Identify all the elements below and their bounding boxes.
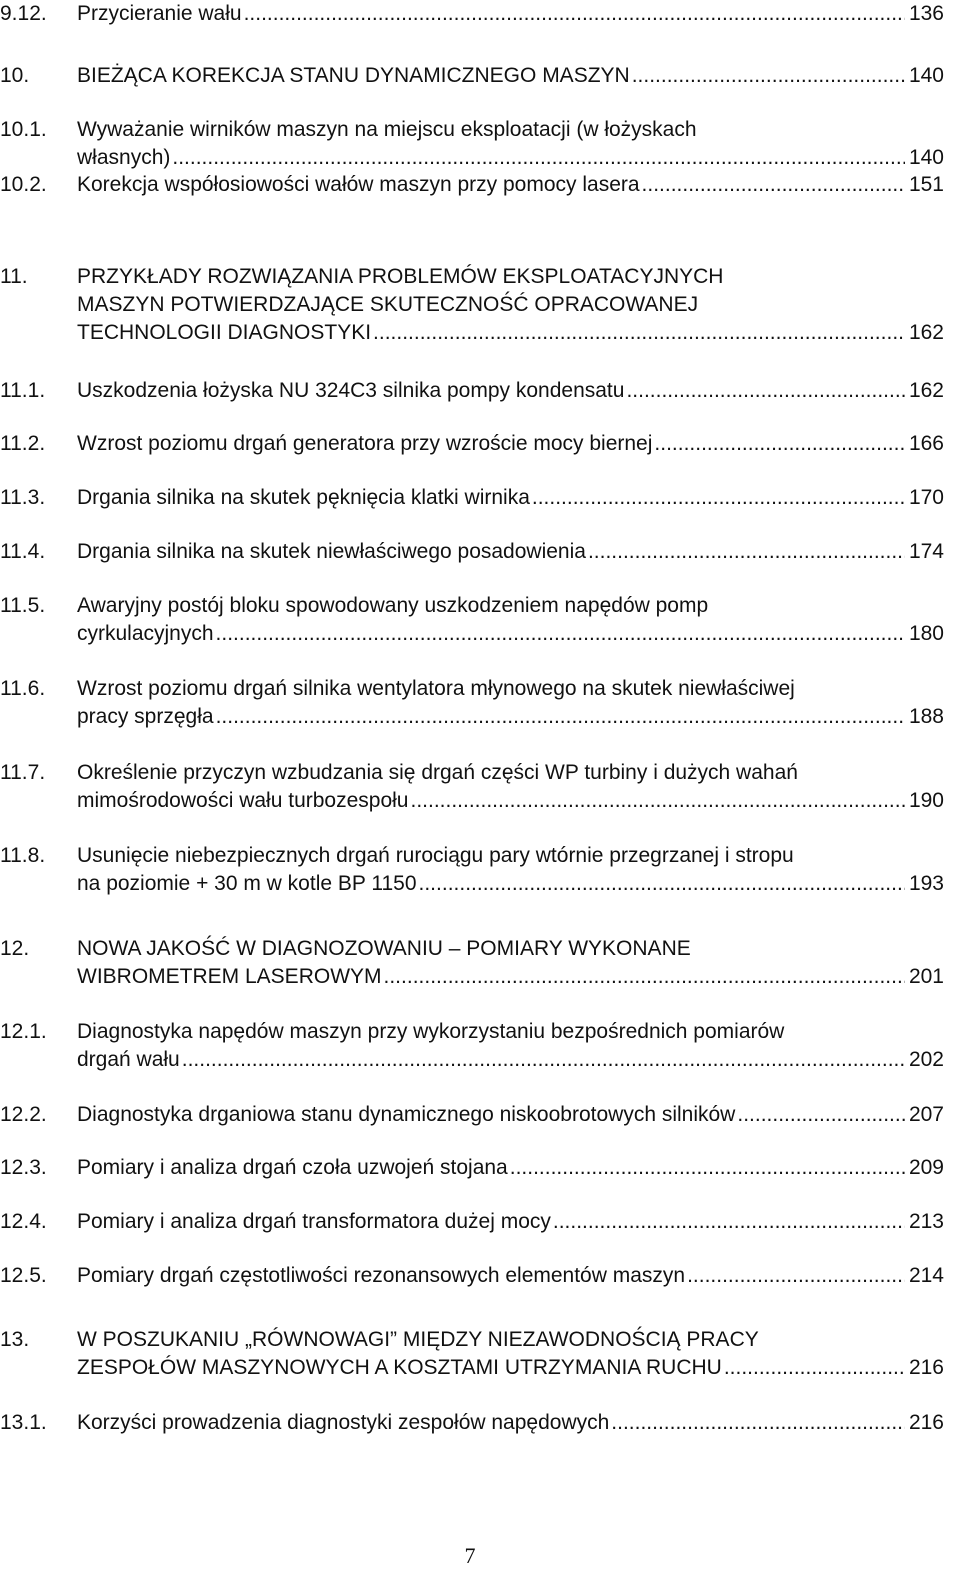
toc-page-number: 202	[908, 1048, 944, 1071]
dot-leader	[419, 870, 905, 898]
dot-leader	[588, 538, 905, 566]
toc-entry-title: Diagnostyka napędów maszyn przy wykorzystaniu bezpośrednich pomiarów	[77, 1020, 785, 1043]
toc-entry-title: Wzrost poziomu drgań generatora przy wzroście mocy biernej	[77, 432, 653, 455]
toc-page-number: 166	[908, 432, 944, 455]
toc-entry-number: 12.5.	[0, 1264, 47, 1287]
toc-page-number: 207	[908, 1103, 944, 1126]
toc-page-number: 174	[908, 540, 944, 563]
toc-page-number: 162	[908, 379, 944, 402]
toc-entry-title-continued: mimośrodowości wału turbozespołu	[77, 789, 409, 812]
toc-entry-title: Usunięcie niebezpiecznych drgań rurociągu pary wtórnie przegrzanej i stropu	[77, 844, 794, 867]
toc-entry-title: NOWA JAKOŚĆ W DIAGNOZOWANIU – POMIARY WYKONANE	[77, 937, 691, 960]
dot-leader	[654, 430, 905, 458]
dot-leader	[532, 484, 905, 512]
toc-entry-number: 9.12.	[0, 2, 47, 25]
toc-entry-title: Uszkodzenia łożyska NU 324C3 silnika pompy kondensatu	[77, 379, 625, 402]
toc-page-number: 209	[908, 1156, 944, 1179]
dot-leader	[216, 703, 905, 731]
toc-entry-number: 12.	[0, 937, 30, 960]
toc-entry-title: Awaryjny postój bloku spowodowany uszkodzeniem napędów pomp	[77, 594, 709, 617]
dot-leader	[510, 1154, 905, 1182]
dot-leader	[384, 963, 905, 991]
toc-entry-title: Przycieranie wału	[77, 2, 242, 25]
toc-entry-number: 10.2.	[0, 173, 47, 196]
toc-page-number: 190	[908, 789, 944, 812]
toc-page-number: 201	[908, 965, 944, 988]
toc-entry-title: Określenie przyczyn wzbudzania się drgań części WP turbiny i dużych wahań	[77, 761, 798, 784]
dot-leader	[724, 1354, 905, 1382]
toc-entry-title: Diagnostyka drganiowa stanu dynamicznego niskoobrotowych silników	[77, 1103, 736, 1126]
dot-leader	[687, 1262, 905, 1290]
toc-entry-title-continued: drgań wału	[77, 1048, 180, 1071]
toc-entry-number: 13.	[0, 1328, 30, 1351]
toc-entry-number: 11.7.	[0, 761, 46, 784]
toc-page-number: 140	[908, 64, 944, 87]
toc-entry-number: 13.1.	[0, 1411, 47, 1434]
dot-leader	[553, 1208, 905, 1236]
toc-entry-number: 11.6.	[0, 677, 46, 700]
toc-entry-title: Korekcja współosiowości wałów maszyn przy pomocy lasera	[77, 173, 640, 196]
toc-entry-title: Wyważanie wirników maszyn na miejscu eksploatacji (w łożyskach	[77, 118, 697, 141]
toc-page-number: 136	[908, 2, 944, 25]
toc-entry-title-continued: na poziomie + 30 m w kotle BP 1150	[77, 872, 417, 895]
toc-entry-title: Drgania silnika na skutek pęknięcia klatki wirnika	[77, 486, 530, 509]
toc-page-number: 180	[908, 622, 944, 645]
toc-entry-number: 11.8.	[0, 844, 46, 867]
toc-page-number: 188	[908, 705, 944, 728]
toc-entry-title-continued: pracy sprzęgła	[77, 705, 214, 728]
toc-entry-number: 11.5.	[0, 594, 46, 617]
dot-leader	[611, 1409, 905, 1437]
toc-page-number: 140	[908, 146, 944, 169]
toc-page-number: 162	[908, 321, 944, 344]
toc-page-number: 170	[908, 486, 944, 509]
toc-entry-number: 12.3.	[0, 1156, 47, 1179]
toc-entry-title-continued: cyrkulacyjnych	[77, 622, 214, 645]
toc-entry-title: Pomiary i analiza drgań transformatora dużej mocy	[77, 1210, 551, 1233]
toc-entry-title-continued: MASZYN POTWIERDZAJĄCE SKUTECZNOŚĆ OPRACOWANEJ	[77, 293, 699, 316]
toc-entry-number: 11.3.	[0, 486, 46, 509]
toc-entry-title: Pomiary i analiza drgań czoła uzwojeń stojana	[77, 1156, 508, 1179]
toc-entry-title-continued: TECHNOLOGII DIAGNOSTYKI	[77, 321, 372, 344]
toc-entry-number: 10.	[0, 64, 30, 87]
dot-leader	[410, 787, 904, 815]
toc-entry-title: PRZYKŁADY ROZWIĄZANIA PROBLEMÓW EKSPLOATACYJNYCH	[77, 265, 724, 288]
dot-leader	[626, 377, 905, 405]
toc-page-number: 213	[908, 1210, 944, 1233]
toc-entry-number: 11.2.	[0, 432, 46, 455]
footer-page-number: 7	[464, 1543, 476, 1568]
toc-entry-number: 11.1.	[0, 379, 46, 402]
dot-leader	[216, 620, 905, 648]
toc-entry-title-continued: ZESPOŁÓW MASZYNOWYCH A KOSZTAMI UTRZYMANIA RUCHU	[77, 1356, 722, 1379]
toc-entry-number: 12.2.	[0, 1103, 47, 1126]
toc-entry-title: BIEŻĄCA KOREKCJA STANU DYNAMICZNEGO MASZYN	[77, 64, 630, 87]
toc-entry-title: Pomiary drgań częstotliwości rezonansowych elementów maszyn	[77, 1264, 686, 1287]
toc-page-number: 193	[908, 872, 944, 895]
toc-entry-title: Korzyści prowadzenia diagnostyki zespołów napędowych	[77, 1411, 610, 1434]
toc-entry-title-continued: własnych)	[77, 146, 171, 169]
dot-leader	[642, 171, 905, 199]
toc-entry-number: 11.4.	[0, 540, 46, 563]
dot-leader	[632, 62, 905, 90]
dot-leader	[182, 1046, 905, 1074]
toc-entry-number: 12.1.	[0, 1020, 47, 1043]
toc-entry-number: 11.	[0, 265, 28, 288]
toc-page-number: 216	[908, 1411, 944, 1434]
dot-leader	[172, 144, 905, 172]
toc-entry-title: W POSZUKANIU „RÓWNOWAGI” MIĘDZY NIEZAWODNOŚCIĄ PRACY	[77, 1328, 759, 1351]
toc-page-number: 151	[908, 173, 944, 196]
toc-page-number: 214	[908, 1264, 944, 1287]
toc-entry-number: 10.1.	[0, 118, 47, 141]
toc-entry-number: 12.4.	[0, 1210, 47, 1233]
toc-page-number: 216	[908, 1356, 944, 1379]
toc-entry-title: Drgania silnika na skutek niewłaściwego posadowienia	[77, 540, 586, 563]
toc-entry-title-continued: WIBROMETREM LASEROWYM	[77, 965, 382, 988]
dot-leader	[737, 1101, 905, 1129]
toc-entry-title: Wzrost poziomu drgań silnika wentylatora młynowego na skutek niewłaściwej	[77, 677, 795, 700]
dot-leader	[244, 0, 905, 28]
dot-leader	[373, 319, 905, 347]
